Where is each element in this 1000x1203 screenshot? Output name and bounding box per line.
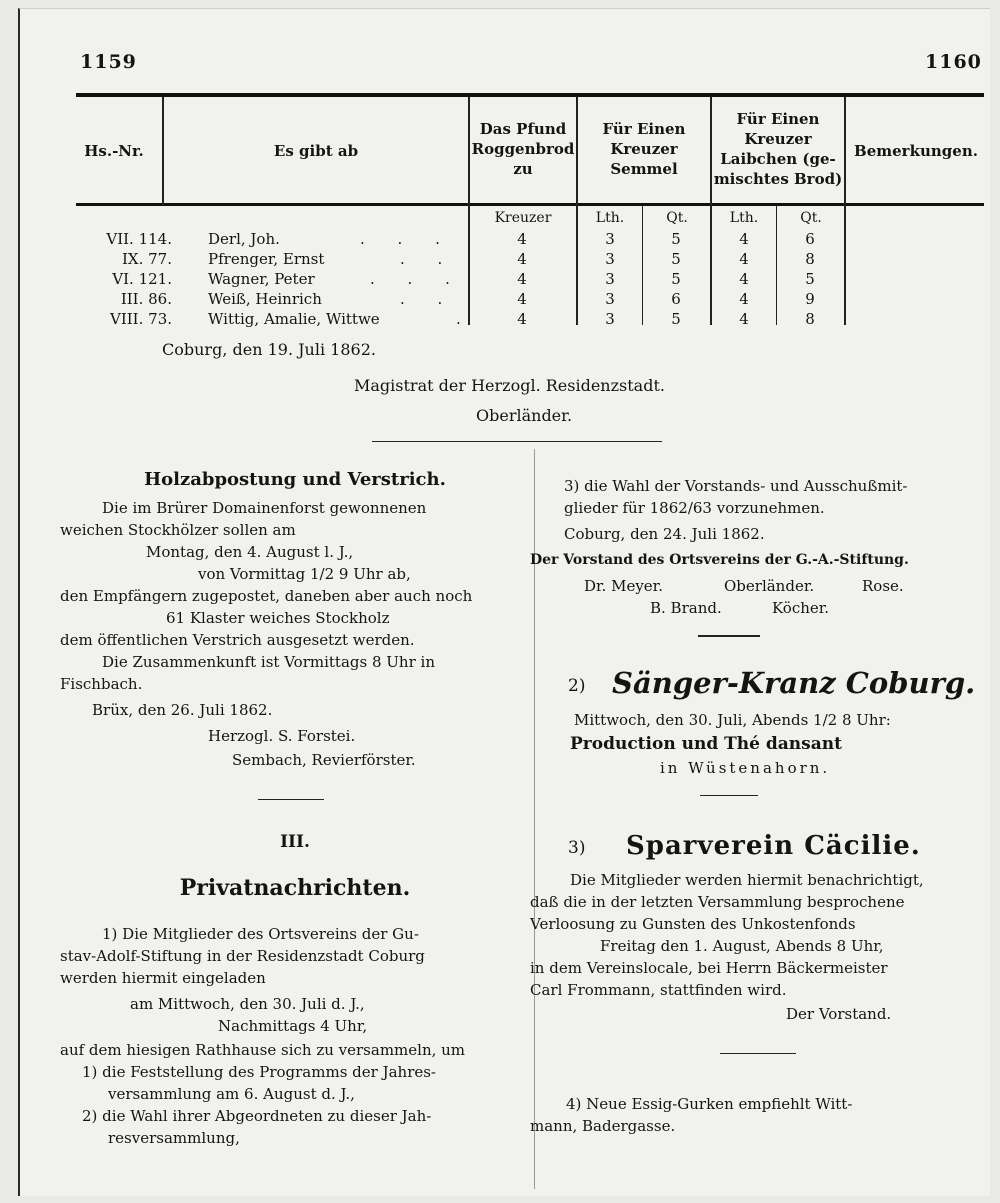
row-laib-lth: 4 [739,270,749,288]
row-semmel-qt: 5 [671,270,681,288]
row-hsnr: III. 86. [120,290,172,308]
ortsverein-line: Nachmittags 4 Uhr, [218,1017,368,1035]
holz-line: von Vormittag 1/2 9 Uhr ab, [198,565,411,583]
sparverein-title: Sparverein Cäcilie. [626,831,921,861]
ortsverein-line: stav-Adolf-Stiftung in der Residenzstadt Coburg [60,947,425,965]
row-name: Weiß, Heinrich [208,290,322,308]
sparverein-line: Carl Frommann, stattfinden wird. [530,981,787,999]
ortsverein-line: 1) die Feststellung des Programms der Jahres- [82,1063,437,1081]
board-name: B. Brand. [650,599,722,617]
header-laibchen [712,109,844,189]
ortsverein-line: resversammlung, [108,1129,240,1147]
divider-rule [720,1053,796,1054]
header-semmel [578,119,710,179]
header-bemerkungen: Bemerkungen. [854,142,978,160]
board-name: Oberländer. [724,577,815,595]
saenger-line: Mittwoch, den 30. Juli, Abends 1/2 8 Uhr: [574,711,891,729]
section-number: III. [280,832,310,852]
header-line: Semmel [610,160,678,178]
row-semmel-lth: 3 [605,250,615,268]
row-kreuzer: 4 [517,230,527,248]
row-semmel-qt: 5 [671,230,681,248]
header-line: Laibchen (ge- [720,150,836,168]
board-name: Rose. [862,577,904,595]
row-dots: . . . [370,270,464,288]
table-vline [776,206,777,325]
essig-line: 4) Neue Essig-Gurken empfiehlt Witt- [566,1095,853,1113]
holz-line: Die im Brürer Domainenforst gewonnenen [102,499,427,517]
table-top-rule [76,93,984,97]
subheader-qt: Qt. [666,210,688,226]
row-dots: . . [400,290,457,308]
sparverein-number: 3) [568,838,586,858]
divider-rule [698,635,760,637]
subheader-kreuzer: Kreuzer [494,210,552,226]
row-name: Wagner, Peter [208,270,315,288]
sparverein-line: daß die in der letzten Versammlung besprochene [530,893,905,911]
page-number-right: 1160 [925,51,982,73]
row-laib-lth: 4 [739,250,749,268]
header-line: zu [513,160,533,178]
holz-line: 61 Klaster weiches Stockholz [166,609,390,627]
divider-rule [258,799,324,800]
table-vline [844,97,846,325]
holz-date: Brüx, den 26. Juli 1862. [92,701,273,719]
row-laib-qt: 8 [805,310,815,328]
holz-line: den Empfängern zugepostet, daneben aber auch noch [60,587,473,605]
saenger-line: Production und Thé dansant [570,734,842,754]
ortsverein-line: 1) Die Mitglieder des Ortsvereins der Gu- [102,925,419,943]
row-name: Derl, Joh. [208,230,280,248]
header-line: Für Einen [736,110,820,128]
subheader-lth: Lth. [595,210,625,226]
divider-rule [700,795,758,796]
row-kreuzer: 4 [517,270,527,288]
continuation-line: glieder für 1862/63 vorzunehmen. [564,499,825,517]
saenger-title: Sänger-Kranz Coburg. [612,666,976,700]
row-laib-qt: 9 [805,290,815,308]
holz-line: Fischbach. [60,675,143,693]
row-hsnr: VII. 114. [106,230,172,248]
ortsverein-line: am Mittwoch, den 30. Juli d. J., [130,995,365,1013]
row-semmel-lth: 3 [605,310,615,328]
row-semmel-qt: 6 [671,290,681,308]
header-hsnr: Hs.-Nr. [84,142,144,160]
holz-signature: Sembach, Revierförster. [232,751,416,769]
row-dots: . . [400,250,457,268]
ortsverein-line: werden hiermit eingeladen [60,969,266,987]
row-semmel-qt: 5 [671,310,681,328]
row-kreuzer: 4 [517,310,527,328]
row-laib-qt: 5 [805,270,815,288]
table-footer-authority: Magistrat der Herzogl. Residenzstadt. [354,376,665,395]
sparverein-line: Verloosung zu Gunsten des Unkostenfonds [530,915,856,933]
header-line: Für Einen [602,120,686,138]
row-laib-lth: 4 [739,310,749,328]
table-footer-signature: Oberländer. [476,406,573,425]
holz-office: Herzogl. S. Forstei. [208,727,356,745]
row-semmel-lth: 3 [605,290,615,308]
header-roggenbrod [470,119,576,179]
board-name: Köcher. [772,599,830,617]
header-line: Kreuzer [744,130,812,148]
sparverein-signature: Der Vorstand. [786,1005,892,1023]
sparverein-line: in dem Vereinslocale, bei Herrn Bäckermeister [530,959,888,977]
saenger-number: 2) [568,676,586,696]
newspaper-page [18,8,990,1196]
holz-title: Holzabpostung und Verstrich. [144,469,446,490]
row-name: Pfrenger, Ernst [208,250,325,268]
holz-line: Die Zusammenkunft ist Vormittags 8 Uhr in [102,653,435,671]
ortsverein-line: auf dem hiesigen Rathhause sich zu versammeln, um [60,1041,466,1059]
divider-rule [372,441,662,442]
section-title: Privatnachrichten. [179,875,411,901]
saenger-line: in Wüstenahorn. [660,759,831,777]
header-line: Das Pfund [479,120,567,138]
ortsverein-line: versammlung am 6. August d. J., [108,1085,355,1103]
board-name: Dr. Meyer. [584,577,663,595]
holz-line: Montag, den 4. August l. J., [146,543,354,561]
row-hsnr: VIII. 73. [110,310,172,328]
sparverein-line: Freitag den 1. August, Abends 8 Uhr, [600,937,884,955]
subheader-qt: Qt. [800,210,822,226]
ortsverein-line: 2) die Wahl ihrer Abgeordneten zu dieser Jah- [82,1107,432,1125]
header-name: Es gibt ab [273,142,359,160]
row-laib-lth: 4 [739,290,749,308]
essig-line: mann, Badergasse. [530,1117,676,1135]
table-footer-date: Coburg, den 19. Juli 1862. [162,340,376,359]
row-semmel-lth: 3 [605,230,615,248]
page-number-left: 1159 [80,51,137,73]
row-laib-lth: 4 [739,230,749,248]
holz-line: dem öffentlichen Verstrich ausgesetzt werden. [60,631,415,649]
row-laib-qt: 6 [805,230,815,248]
row-hsnr: VI. 121. [112,270,172,288]
header-line: Roggenbrod [471,140,575,158]
board-title: Der Vorstand des Ortsvereins der G.-A.-Stiftung. [530,552,909,568]
sparverein-line: Die Mitglieder werden hiermit benachrichtigt, [570,871,924,889]
row-laib-qt: 8 [805,250,815,268]
row-semmel-qt: 5 [671,250,681,268]
row-hsnr: IX. 77. [122,250,172,268]
continuation-line: 3) die Wahl der Vorstands- und Ausschußmit- [564,477,908,495]
row-kreuzer: 4 [517,290,527,308]
row-dots: . . . [360,230,454,248]
holz-line: weichen Stockhölzer sollen am [60,521,296,539]
table-vline [642,206,643,325]
header-line: mischtes Brod) [713,170,843,188]
table-header-rule [76,203,984,206]
continuation-date: Coburg, den 24. Juli 1862. [564,525,765,543]
row-kreuzer: 4 [517,250,527,268]
header-line: Kreuzer [610,140,678,158]
subheader-lth: Lth. [729,210,759,226]
row-name: Wittig, Amalie, Wittwe [208,310,380,328]
row-dots: . [456,310,461,328]
row-semmel-lth: 3 [605,270,615,288]
